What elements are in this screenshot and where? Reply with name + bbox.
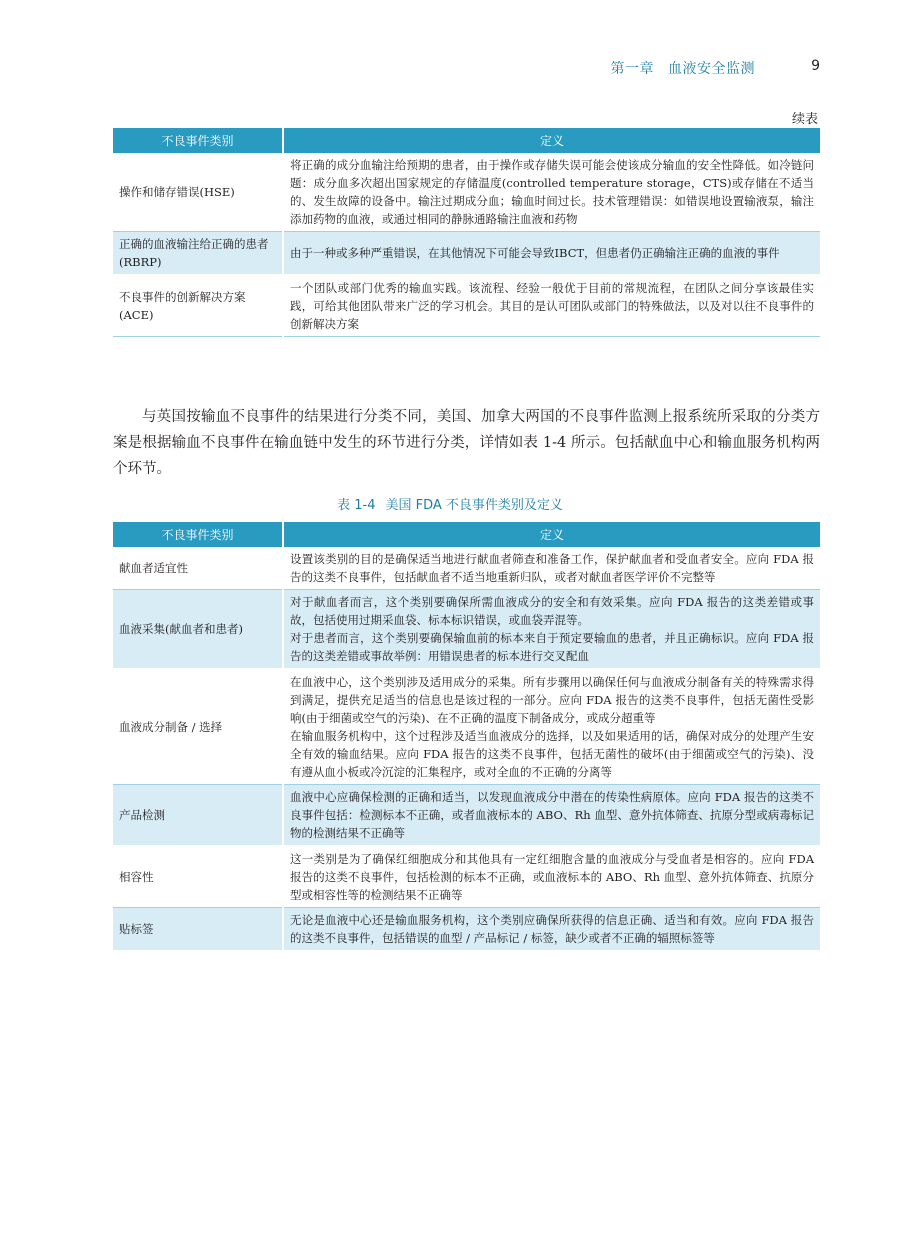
table-row xyxy=(113,275,820,337)
definition-cell xyxy=(283,590,820,670)
page-number: 9 xyxy=(811,58,820,74)
definition-paragraph: 无论是血液中心还是输血服务机构，这个类别应确保所获得的信息正确、适当和有效。应向 FDA 报告的这类不良事件，包括错误的血型 / 产品标记 / 标签，缺少或者不正确的辐照标签等 xyxy=(290,913,814,945)
category-cell: 正确的血液输注给正确的患者(RBRP) xyxy=(113,232,283,276)
table-caption-number: 表 1-4 xyxy=(337,498,376,513)
adverse-event-table-continued xyxy=(113,128,820,337)
column-header-category: 不良事件类别 xyxy=(113,128,283,153)
category-cell: 血液采集(献血者和患者) xyxy=(113,590,283,670)
table-row xyxy=(113,232,820,276)
column-header-definition: 定义 xyxy=(283,128,820,153)
category-cell: 产品检测 xyxy=(113,785,283,847)
category-cell: 血液成分制备 / 选择 xyxy=(113,669,283,785)
definition-paragraph: 一个团队或部门优秀的输血实践。该流程、经验一般优于目前的常规流程，在团队之间分享该最佳实践，可给其他团队带来广泛的学习机会。其目的是认可团队或部门的特殊做法，以及对以往不良事件的创新解决方案 xyxy=(290,281,814,331)
definition-paragraph: 在血液中心，这个类别涉及适用成分的采集。所有步骤用以确保任何与血液成分制备有关的特殊需求得到满足，提供充足适当的信息也是该过程的一部分。应向 FDA 报告的这类不良事件，包括无菌性受影响(由于细菌或空气的污染)、在不正确的温度下制备成分，或成分超重等 xyxy=(290,675,814,725)
running-header xyxy=(0,58,900,82)
table-row xyxy=(113,669,820,785)
definition-paragraph: 这一类别是为了确保红细胞成分和其他具有一定红细胞含量的血液成分与受血者是相容的。应向 FDA 报告的这类不良事件，包括检测的标本不正确，或血液标本的 ABO、Rh 血型、意外抗体筛查、抗原分型或相容性等的检测结果不正确等 xyxy=(290,852,814,902)
body-paragraph: 与英国按输血不良事件的结果进行分类不同，美国、加拿大两国的不良事件监测上报系统所采取的分类方案是根据输血不良事件在输血链中发生的环节进行分类，详情如表 1-4 所示。包括献血中心和输血服务机构两个环节。 xyxy=(113,409,820,477)
definition-cell xyxy=(283,547,820,590)
category-cell: 献血者适宜性 xyxy=(113,547,283,590)
table-header-row xyxy=(113,128,820,153)
table-body xyxy=(113,547,820,951)
category-cell: 相容性 xyxy=(113,846,283,908)
definition-cell xyxy=(283,908,820,952)
fda-adverse-event-table xyxy=(113,522,820,952)
chapter-label: 第一章 xyxy=(610,61,654,77)
definition-paragraph: 设置该类别的目的是确保适当地进行献血者筛查和准备工作，保护献血者和受血者安全。应向 FDA 报告的这类不良事件，包括献血者不适当地重新归队，或者对献血者医学评价不完整等 xyxy=(290,552,814,584)
column-header-definition: 定义 xyxy=(283,522,820,547)
chapter-heading xyxy=(611,58,756,78)
definition-cell xyxy=(283,232,820,276)
column-header-category: 不良事件类别 xyxy=(113,522,283,547)
definition-cell xyxy=(283,669,820,785)
chapter-title: 血液安全监测 xyxy=(668,61,755,77)
table-row xyxy=(113,846,820,908)
definition-paragraph: 对于患者而言，这个类别要确保输血前的标本来自于预定要输血的患者，并且正确标识。应向 FDA 报告的这类差错或事故举例：用错误患者的标本进行交叉配血 xyxy=(290,631,814,663)
category-cell: 操作和储存错误(HSE) xyxy=(113,153,283,232)
definition-paragraph: 在输血服务机构中，这个过程涉及适当血液成分的选择，以及如果适用的话，确保对成分的处理产生安全有效的输血结果。应向 FDA 报告的这类不良事件，包括无菌性的破坏(由于细菌或空气的污染)、没有遵从血小板或冷沉淀的汇集程序，或对全血的不正确的分离等 xyxy=(290,729,814,779)
definition-cell xyxy=(283,785,820,847)
definition-cell xyxy=(283,275,820,337)
category-cell: 贴标签 xyxy=(113,908,283,952)
definition-paragraph: 血液中心应确保检测的正确和适当，以发现血液成分中潜在的传染性病原体。应向 FDA 报告的这类不良事件包括：检测标本不正确，或者血液标本的 ABO、Rh 血型、意外抗体筛查、抗原分型或病毒标记物的检测结果不正确等 xyxy=(290,790,814,840)
table-header-row xyxy=(113,522,820,547)
table-caption xyxy=(0,494,900,513)
definition-cell xyxy=(283,846,820,908)
definition-paragraph: 由于一种或多种严重错误，在其他情况下可能会导致IBCT，但患者仍正确输注正确的血液的事件 xyxy=(290,246,780,260)
table-row xyxy=(113,153,820,232)
definition-paragraph: 将正确的成分血输注给预期的患者，由于操作或存储失误可能会使该成分输血的安全性降低。如冷链问题：成分血多次超出国家规定的存储温度(controlled temperature storage，CTS)或存储在不适当的、发生故障的设备中。输注过期成分血；输血时间过长。技术管理错误：如错误地设置输液泵，输注添加药物的血液，或通过相同的静脉通路输注血液和药物 xyxy=(290,158,814,226)
category-cell: 不良事件的创新解决方案(ACE) xyxy=(113,275,283,337)
table-row xyxy=(113,590,820,670)
table-caption-title: 美国 FDA 不良事件类别及定义 xyxy=(385,498,563,513)
table-row xyxy=(113,908,820,952)
definition-cell xyxy=(283,153,820,232)
table-body xyxy=(113,153,820,337)
table-row xyxy=(113,547,820,590)
definition-paragraph: 对于献血者而言，这个类别要确保所需血液成分的安全和有效采集。应向 FDA 报告的这类差错或事故，包括使用过期采血袋、标本标识错误，或血袋弄混等。 xyxy=(290,595,814,627)
continued-label: 续表 xyxy=(791,112,818,127)
table-row xyxy=(113,785,820,847)
